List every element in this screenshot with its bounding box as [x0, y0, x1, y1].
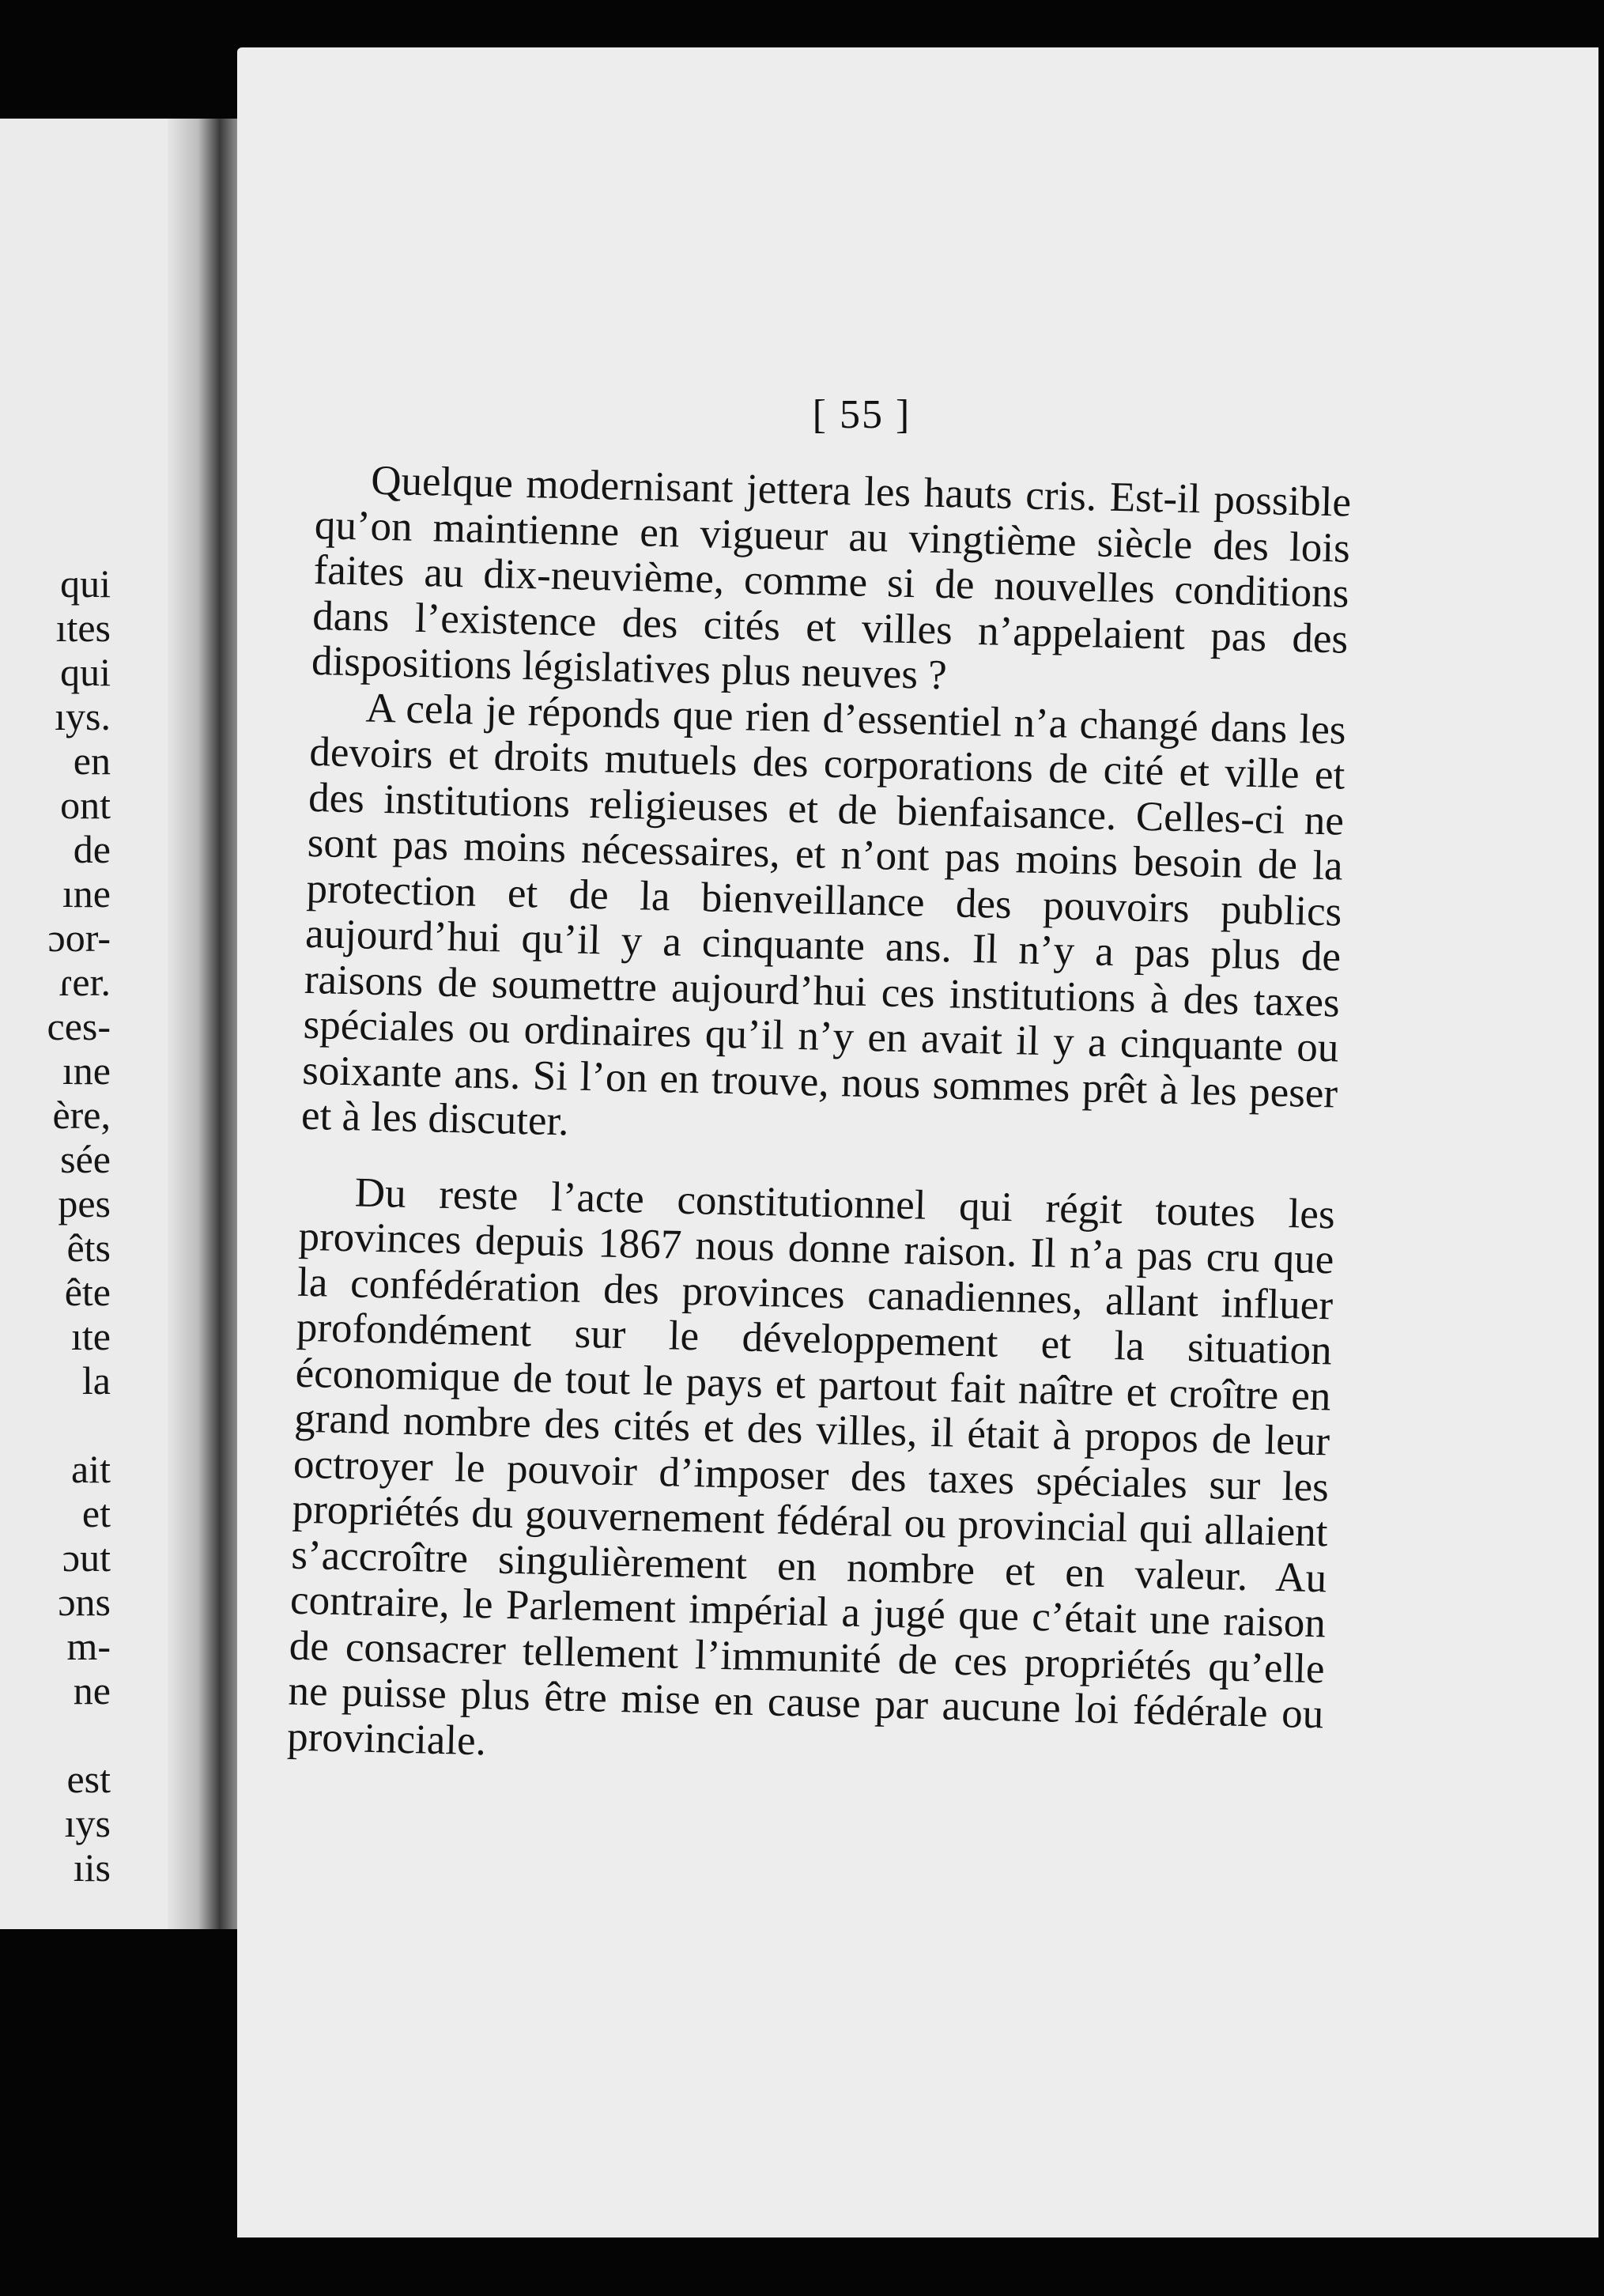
left-line: la [81, 1358, 111, 1403]
left-line: ɔut [62, 1535, 111, 1580]
left-line: ɔor- [47, 916, 111, 960]
left-line: ɾer. [58, 960, 111, 1004]
left-line: qui [60, 650, 111, 694]
left-line: ait [71, 1447, 111, 1491]
left-line: ces- [47, 1004, 111, 1048]
left-line: de [73, 827, 111, 871]
left-line: m- [66, 1624, 111, 1668]
left-line: ıis [73, 1845, 111, 1890]
previous-page-text-edge [0, 561, 111, 1890]
left-line: ère, [52, 1093, 111, 1137]
left-line: ne [73, 1668, 111, 1713]
paragraph: Du reste l’acte constitutionnel qui régit toutes les provinces depuis 1867 nous donne raison. Il n’a pas cru que la confédération des provinces canadiennes, allant influer profondément sur le développement et la situation économique de tout le pays et partout fait naître et croître en grand nombre des cités et des villes, il était à propos de leur octroyer le pouvoir d’imposer des taxes spéciales sur les propriétés du gouvernement fédéral ou provincial qui allaient s’accroître singulièrement en nombre et en valeur. Au contraire, le Parlement impérial a jugé que c’était une raison de consacrer tellement l’immunité de ces propriétés qu’elle ne puisse plus être mise en cause par aucune loi fédérale ou provinciale. [286, 1169, 1336, 1764]
left-line: êts [66, 1225, 111, 1270]
left-line: ıtes [55, 606, 111, 650]
paragraph: Quelque modernisant jettera les hauts cris. Est-il possible qu’on maintienne en vigueur au vingtième siècle des lois faites au dix-neuvième, comme si de nouvelles conditions dans l’existence des cités et villes n’appelaient pas des dispositions législatives plus neuves ? [311, 457, 1352, 699]
left-line: qui [60, 561, 111, 606]
left-line: ıys [64, 1801, 111, 1845]
left-line [0, 1403, 111, 1447]
paragraph: A cela je réponds que rien d’essentiel n’a changé dans les devoirs et droits mutuels des corporations de cité et ville et des institutions religieuses et de bienfaisance. Celles-ci ne sont pas moins nécessaires, et n’ont pas moins besoin de la protection et de la bienveillance des pouvoirs publics aujourd’hui qu’il y a cinquante ans. Il n’y a pas plus de raisons de soumettre aujourd’hui ces institutions à des taxes spéciales ou ordinaires qu’il n’y en avait il y a cinquante ou soixante ans. Si l’on en trouve, nous sommes prêt à les peser et à les discuter. [300, 685, 1347, 1145]
left-line: ıys. [55, 694, 111, 738]
left-line: ıte [71, 1314, 111, 1358]
left-line: est [66, 1757, 111, 1801]
page-number: [ 55 ] [812, 392, 911, 437]
left-line: ɔns [58, 1580, 111, 1624]
body-text [287, 457, 1352, 1783]
left-line: ıne [62, 1048, 111, 1093]
left-line: sée [60, 1137, 111, 1181]
left-line: ont [60, 783, 111, 827]
left-line [0, 1713, 111, 1757]
left-line: et [81, 1491, 111, 1535]
left-line: ête [64, 1270, 111, 1314]
left-line: ıne [62, 871, 111, 916]
left-line: en [73, 738, 111, 783]
left-line: pes [58, 1181, 111, 1225]
